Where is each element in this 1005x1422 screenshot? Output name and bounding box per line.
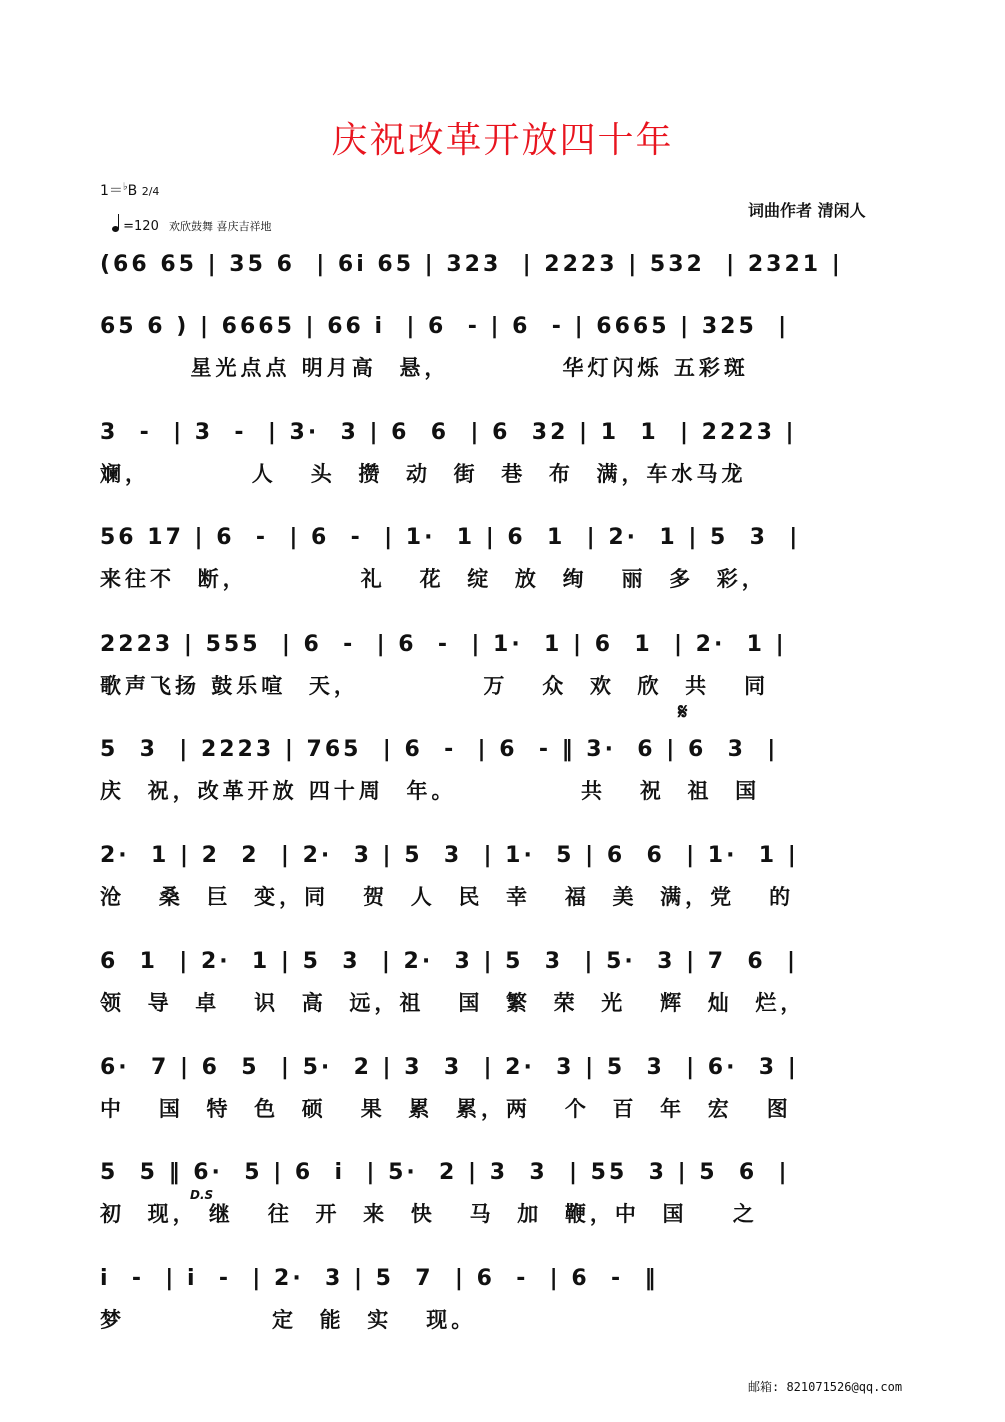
footer-email: 邮箱: 821071526@qq.com xyxy=(748,1380,903,1394)
song-title: 庆祝改革开放四十年 xyxy=(331,120,674,161)
time-signature: 2/4 xyxy=(141,185,160,198)
notation-line: 6· 7 | 6 5 | 5· 2 | 3 3 | 2· 3 | 5 3 | 6· 3 | xyxy=(100,1055,799,1080)
key-prefix: 1＝ xyxy=(100,183,123,199)
dal-segno-mark: D.S xyxy=(190,1188,214,1202)
segno-mark: 𝄋 xyxy=(678,700,688,725)
author-credit: 词曲作者 清闲人 xyxy=(748,201,866,220)
key-signature xyxy=(100,180,159,200)
lyrics-line: 斓， 人 头 攒 动 街 巷 布 满，车水马龙 xyxy=(100,461,747,486)
quarter-note-icon xyxy=(112,226,119,232)
lyrics-line: 领 导 卓 识 高 远，祖 国 繁 荣 光 辉 灿 烂， xyxy=(100,990,806,1015)
lyrics-line: 星光点点 明月高 悬， 华灯闪烁 五彩斑 xyxy=(100,355,749,380)
lyrics-line: 歌声飞扬 鼓乐喧 天， 万 众 欢 欣 共 同 xyxy=(100,673,770,698)
notation-line: 5 3 | 2223 | 765 | 6 - | 6 - ‖ 3· 6 | 6 3 | xyxy=(100,737,779,762)
lyrics-line: 沧 桑 巨 变，同 贺 人 民 幸 福 美 满，党 的 xyxy=(100,884,795,909)
lyrics-line: 来往不 断， 礼 花 绽 放 绚 丽 多 彩， xyxy=(100,566,767,591)
notation-line: 5 5 ‖ 6· 5 | 6 i | 5· 2 | 3 3 | 55 3 | 5 6 | xyxy=(100,1160,790,1185)
lyrics-line: 中 国 特 色 硕 果 累 累，两 个 百 年 宏 图 xyxy=(100,1096,792,1121)
notation-line: 65 6 ) | 6665 | 66 i | 6 - | 6 - | 6665 | 325 | xyxy=(100,314,790,339)
tempo-marking xyxy=(112,218,272,234)
notation-line: 6 1 | 2· 1 | 5 3 | 2· 3 | 5 3 | 5· 3 | 7 6 | xyxy=(100,949,799,974)
notation-line: 56 17 | 6 - | 6 - | 1· 1 | 6 1 | 2· 1 | 5 3 | xyxy=(100,525,801,550)
tempo-value: =120 xyxy=(123,219,159,234)
style-marking: 欢欣鼓舞 喜庆吉祥地 xyxy=(169,220,272,233)
lyrics-line: 庆 祝，改革开放 四十周 年。 共 祝 祖 国 xyxy=(100,778,761,803)
key-note: B xyxy=(127,183,138,199)
notation-line: 3 - | 3 - | 3· 3 | 6 6 | 6 32 | 1 1 | 2223 | xyxy=(100,420,797,445)
flat-sign: ♭ xyxy=(122,181,128,193)
notation-line: 2· 1 | 2 2 | 2· 3 | 5 3 | 1· 5 | 6 6 | 1· 1 | xyxy=(100,843,799,868)
lyrics-line: 梦 定 能 实 现。 xyxy=(100,1307,477,1332)
lyrics-line: 初 现， 继 往 开 来 快 马 加 鞭，中 国 之 xyxy=(100,1201,758,1226)
notation-line: i - | i - | 2· 3 | 5 7 | 6 - | 6 - ‖ xyxy=(100,1266,659,1291)
notation-line: (66 65 | 35 6 | 6i 65 | 323 | 2223 | 532 | 2321 | xyxy=(100,252,843,277)
notation-line: 2223 | 555 | 6 - | 6 - | 1· 1 | 6 1 | 2· 1 | xyxy=(100,632,787,657)
